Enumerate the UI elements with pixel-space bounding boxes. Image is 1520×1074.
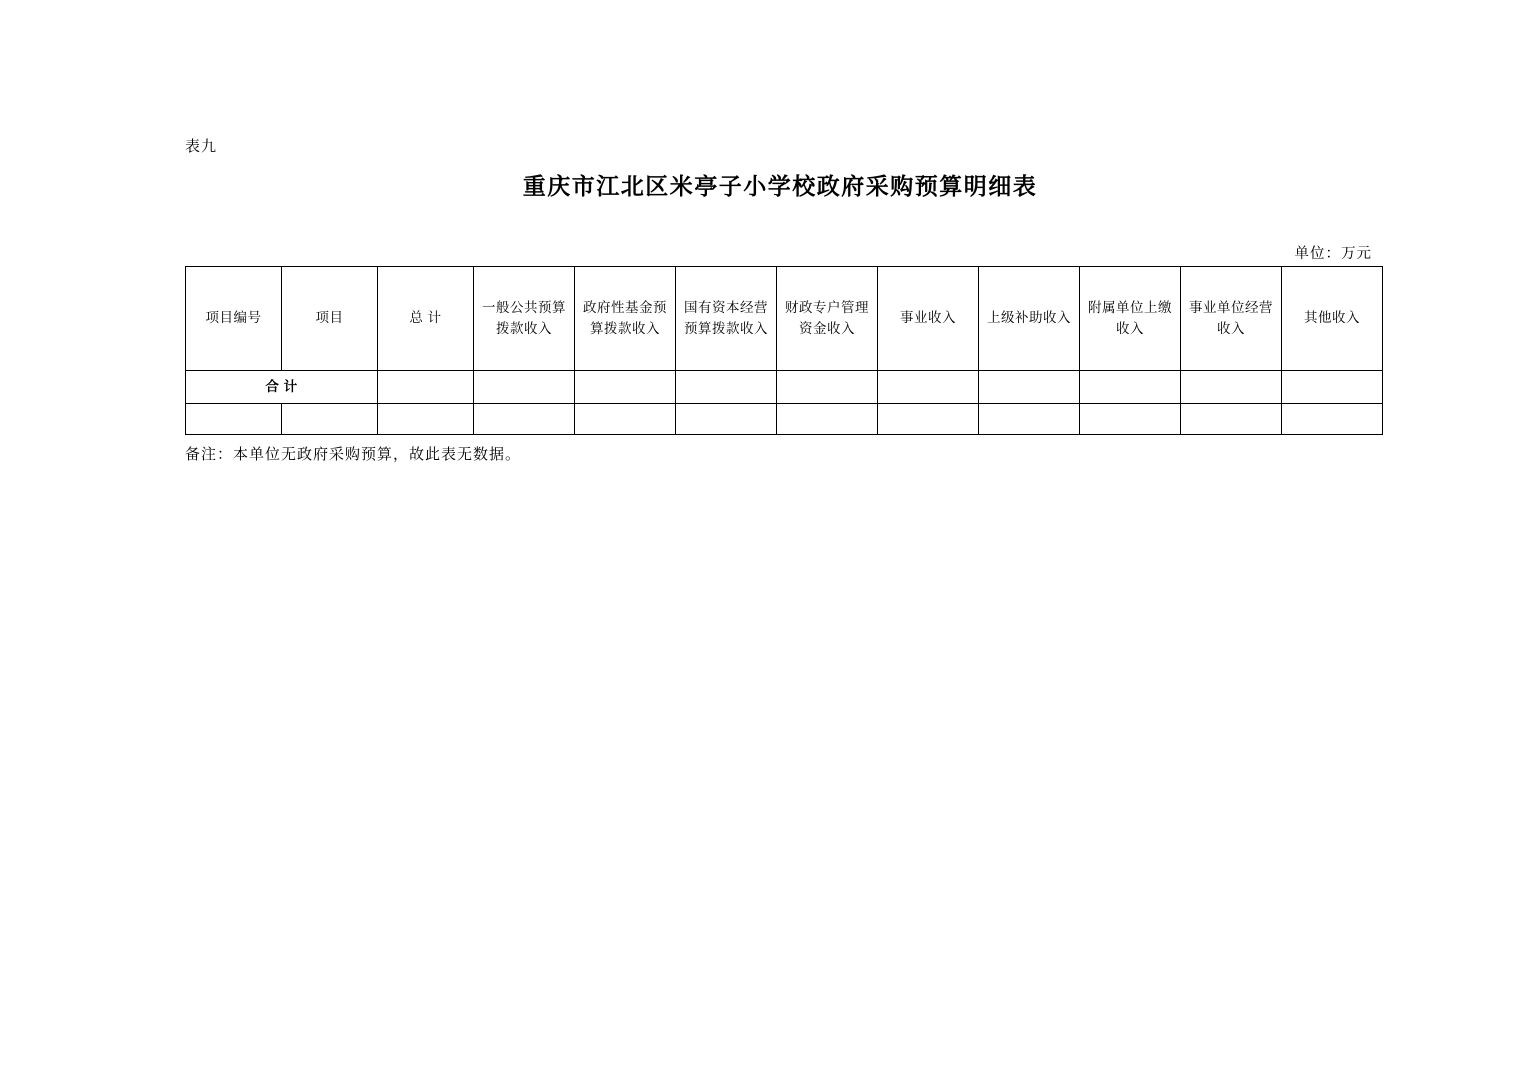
table-cell [979, 371, 1080, 404]
table-cell [1080, 404, 1181, 435]
table-cell [878, 404, 979, 435]
table-cell [1282, 404, 1383, 435]
column-header: 财政专户管理资金收入 [777, 267, 878, 371]
column-header: 项目编号 [186, 267, 282, 371]
table-cell [777, 404, 878, 435]
table-cell [378, 371, 474, 404]
table-cell [282, 404, 378, 435]
table-cell [1181, 371, 1282, 404]
table-header-row [186, 267, 1383, 371]
column-header: 事业单位经营收入 [1181, 267, 1282, 371]
page-title: 重庆市江北区米亭子小学校政府采购预算明细表 [522, 173, 1038, 199]
column-header: 其他收入 [1282, 267, 1383, 371]
table-row-total [186, 371, 1383, 404]
table-cell [575, 371, 676, 404]
table-cell [676, 371, 777, 404]
column-header: 总 计 [378, 267, 474, 371]
column-header: 事业收入 [878, 267, 979, 371]
table-cell [378, 404, 474, 435]
column-header: 项目 [282, 267, 378, 371]
table-cell [979, 404, 1080, 435]
table-cell [575, 404, 676, 435]
column-header: 一般公共预算拨款收入 [474, 267, 575, 371]
table-cell [676, 404, 777, 435]
procurement-budget-table [185, 266, 1383, 435]
column-header: 上级补助收入 [979, 267, 1080, 371]
table-cell [474, 371, 575, 404]
table-cell [1181, 404, 1282, 435]
column-header: 国有资本经营预算拨款收入 [676, 267, 777, 371]
unit-note: 单位：万元 [1294, 246, 1372, 262]
table-cell [878, 371, 979, 404]
table-cell [1282, 371, 1383, 404]
total-row-label: 合 计 [186, 371, 378, 404]
column-header: 附属单位上缴收入 [1080, 267, 1181, 371]
remark-note: 备注：本单位无政府采购预算，故此表无数据。 [185, 446, 522, 463]
table-cell [474, 404, 575, 435]
table-cell [777, 371, 878, 404]
table-cell [186, 404, 282, 435]
table-row [186, 404, 1383, 435]
table-cell [1080, 371, 1181, 404]
column-header: 政府性基金预算拨款收入 [575, 267, 676, 371]
sheet-label: 表九 [185, 138, 218, 155]
